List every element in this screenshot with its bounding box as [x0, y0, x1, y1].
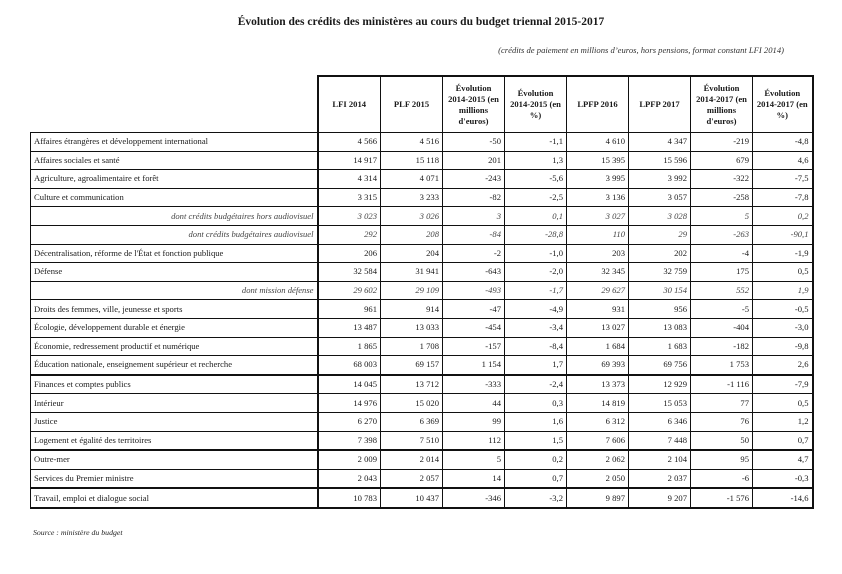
cell-lfi-2014: 14 976: [318, 394, 381, 413]
cell-lpfp-2016: 7 606: [567, 431, 629, 450]
cell-evol-2014-2015-meur: 99: [443, 412, 505, 431]
cell-evol-2014-2017-pct: -3,0: [753, 318, 813, 337]
header-lpfp-2017: LPFP 2017: [629, 76, 691, 133]
cell-evol-2014-2017-pct: -4,8: [753, 133, 813, 152]
cell-evol-2014-2015-meur: 5: [443, 450, 505, 469]
header-blank: [31, 76, 318, 133]
table-row: [31, 318, 813, 337]
table-row: [31, 263, 813, 282]
cell-evol-2014-2017-meur: -4: [691, 244, 753, 263]
cell-lfi-2014: 32 584: [318, 263, 381, 282]
cell-lfi-2014: 3 023: [318, 207, 381, 226]
cell-lfi-2014: 29 602: [318, 281, 381, 300]
cell-plf-2015: 31 941: [381, 263, 443, 282]
row-label: Droits des femmes, ville, jeunesse et sports: [31, 300, 318, 319]
cell-lfi-2014: 6 270: [318, 412, 381, 431]
cell-lpfp-2016: 29 627: [567, 281, 629, 300]
cell-evol-2014-2015-meur: -643: [443, 263, 505, 282]
cell-evol-2014-2017-meur: 5: [691, 207, 753, 226]
cell-evol-2014-2015-meur: -84: [443, 225, 505, 244]
table-body: [31, 133, 813, 508]
cell-evol-2014-2017-pct: 4,6: [753, 151, 813, 170]
cell-evol-2014-2017-meur: -258: [691, 188, 753, 207]
header-lfi-2014: LFI 2014: [318, 76, 381, 133]
row-label: Éducation nationale, enseignement supérieur et recherche: [31, 356, 318, 375]
cell-lfi-2014: 206: [318, 244, 381, 263]
cell-plf-2015: 1 708: [381, 337, 443, 356]
cell-evol-2014-2017-pct: 2,6: [753, 356, 813, 375]
cell-lfi-2014: 4 566: [318, 133, 381, 152]
table-row: [31, 431, 813, 450]
header-row: [31, 76, 813, 133]
units-note: (crédits de paiement en millions d’euros, hors pensions, format constant LFI 2014): [498, 45, 784, 55]
cell-lfi-2014: 7 398: [318, 431, 381, 450]
budget-table: [30, 75, 814, 509]
cell-evol-2014-2015-pct: -2,0: [505, 263, 567, 282]
header-evol-2014-2017-pct: Évolution 2014-2017 (en %): [753, 76, 813, 133]
cell-evol-2014-2017-meur: -404: [691, 318, 753, 337]
cell-evol-2014-2017-meur: 1 753: [691, 356, 753, 375]
cell-evol-2014-2017-pct: 0,2: [753, 207, 813, 226]
cell-lpfp-2017: 202: [629, 244, 691, 263]
cell-lfi-2014: 2 009: [318, 450, 381, 469]
header-lpfp-2016: LPFP 2016: [567, 76, 629, 133]
cell-plf-2015: 6 369: [381, 412, 443, 431]
cell-lpfp-2016: 14 819: [567, 394, 629, 413]
cell-evol-2014-2017-pct: 0,7: [753, 431, 813, 450]
cell-lfi-2014: 4 314: [318, 170, 381, 189]
cell-evol-2014-2017-meur: 679: [691, 151, 753, 170]
cell-lpfp-2016: 931: [567, 300, 629, 319]
cell-lpfp-2016: 13 027: [567, 318, 629, 337]
cell-evol-2014-2017-pct: -1,9: [753, 244, 813, 263]
cell-evol-2014-2015-meur: 1 154: [443, 356, 505, 375]
cell-evol-2014-2015-meur: -82: [443, 188, 505, 207]
cell-evol-2014-2015-pct: -2,5: [505, 188, 567, 207]
cell-lfi-2014: 1 865: [318, 337, 381, 356]
table-row: [31, 281, 813, 300]
cell-evol-2014-2015-meur: -2: [443, 244, 505, 263]
cell-evol-2014-2017-meur: -322: [691, 170, 753, 189]
row-label: Intérieur: [31, 394, 318, 413]
cell-lpfp-2017: 32 759: [629, 263, 691, 282]
table-row: [31, 225, 813, 244]
row-label: Économie, redressement productif et numérique: [31, 337, 318, 356]
table-row: [31, 244, 813, 263]
table-row: [31, 207, 813, 226]
row-label: Défense: [31, 263, 318, 282]
cell-evol-2014-2015-pct: -1,0: [505, 244, 567, 263]
cell-evol-2014-2015-pct: 0,1: [505, 207, 567, 226]
cell-lpfp-2017: 15 596: [629, 151, 691, 170]
cell-plf-2015: 4 516: [381, 133, 443, 152]
cell-plf-2015: 2 057: [381, 469, 443, 488]
cell-evol-2014-2017-pct: -14,6: [753, 488, 813, 508]
cell-plf-2015: 914: [381, 300, 443, 319]
cell-lpfp-2016: 15 395: [567, 151, 629, 170]
cell-lfi-2014: 292: [318, 225, 381, 244]
row-label: Agriculture, agroalimentaire et forêt: [31, 170, 318, 189]
cell-evol-2014-2017-pct: 0,5: [753, 263, 813, 282]
row-label: Services du Premier ministre: [31, 469, 318, 488]
cell-lpfp-2017: 15 053: [629, 394, 691, 413]
cell-evol-2014-2017-meur: -219: [691, 133, 753, 152]
row-label: Justice: [31, 412, 318, 431]
cell-evol-2014-2015-pct: -28,8: [505, 225, 567, 244]
table-row: [31, 188, 813, 207]
cell-lpfp-2017: 3 057: [629, 188, 691, 207]
cell-lpfp-2016: 6 312: [567, 412, 629, 431]
cell-evol-2014-2015-meur: 3: [443, 207, 505, 226]
cell-lpfp-2017: 1 683: [629, 337, 691, 356]
cell-evol-2014-2017-meur: 552: [691, 281, 753, 300]
row-label: Culture et communication: [31, 188, 318, 207]
cell-lpfp-2016: 4 610: [567, 133, 629, 152]
cell-lpfp-2017: 4 347: [629, 133, 691, 152]
cell-plf-2015: 15 020: [381, 394, 443, 413]
cell-evol-2014-2015-meur: 14: [443, 469, 505, 488]
cell-lpfp-2016: 3 136: [567, 188, 629, 207]
row-label: Travail, emploi et dialogue social: [31, 488, 318, 508]
table-row: [31, 133, 813, 152]
cell-evol-2014-2017-meur: -6: [691, 469, 753, 488]
cell-lpfp-2017: 956: [629, 300, 691, 319]
cell-plf-2015: 7 510: [381, 431, 443, 450]
cell-lfi-2014: 961: [318, 300, 381, 319]
cell-plf-2015: 208: [381, 225, 443, 244]
cell-evol-2014-2017-meur: -263: [691, 225, 753, 244]
cell-evol-2014-2017-meur: 175: [691, 263, 753, 282]
table-row: [31, 337, 813, 356]
cell-plf-2015: 15 118: [381, 151, 443, 170]
table-row: [31, 151, 813, 170]
cell-lpfp-2017: 30 154: [629, 281, 691, 300]
cell-evol-2014-2017-meur: -182: [691, 337, 753, 356]
cell-lpfp-2016: 9 897: [567, 488, 629, 508]
cell-evol-2014-2015-pct: -8,4: [505, 337, 567, 356]
cell-lfi-2014: 68 003: [318, 356, 381, 375]
cell-evol-2014-2015-meur: -47: [443, 300, 505, 319]
cell-evol-2014-2017-meur: -5: [691, 300, 753, 319]
document-title: Évolution des crédits des ministères au cours du budget triennal 2015-2017: [237, 16, 605, 28]
cell-evol-2014-2017-pct: -7,8: [753, 188, 813, 207]
cell-evol-2014-2017-pct: -0,3: [753, 469, 813, 488]
table-row: [31, 450, 813, 469]
cell-lpfp-2016: 110: [567, 225, 629, 244]
cell-lpfp-2016: 2 050: [567, 469, 629, 488]
cell-lpfp-2017: 13 083: [629, 318, 691, 337]
cell-evol-2014-2015-pct: -2,4: [505, 375, 567, 394]
cell-plf-2015: 204: [381, 244, 443, 263]
table-row: [31, 412, 813, 431]
cell-evol-2014-2017-meur: 76: [691, 412, 753, 431]
cell-evol-2014-2017-pct: 1,2: [753, 412, 813, 431]
cell-lpfp-2017: 7 448: [629, 431, 691, 450]
cell-lpfp-2016: 32 345: [567, 263, 629, 282]
cell-evol-2014-2015-meur: -243: [443, 170, 505, 189]
table-row: [31, 394, 813, 413]
cell-evol-2014-2015-meur: 201: [443, 151, 505, 170]
cell-evol-2014-2017-meur: 95: [691, 450, 753, 469]
row-label: Logement et égalité des territoires: [31, 431, 318, 450]
cell-plf-2015: 10 437: [381, 488, 443, 508]
cell-evol-2014-2015-meur: 112: [443, 431, 505, 450]
cell-evol-2014-2017-pct: -90,1: [753, 225, 813, 244]
cell-evol-2014-2015-meur: -454: [443, 318, 505, 337]
cell-lpfp-2016: 69 393: [567, 356, 629, 375]
cell-plf-2015: 2 014: [381, 450, 443, 469]
cell-evol-2014-2017-meur: -1 116: [691, 375, 753, 394]
cell-lfi-2014: 10 783: [318, 488, 381, 508]
cell-lfi-2014: 3 315: [318, 188, 381, 207]
cell-lpfp-2016: 13 373: [567, 375, 629, 394]
cell-evol-2014-2017-pct: -0,5: [753, 300, 813, 319]
cell-evol-2014-2015-pct: 0,3: [505, 394, 567, 413]
row-label: Affaires étrangères et développement international: [31, 133, 318, 152]
table-row: [31, 170, 813, 189]
header-evol-2014-2017-meur: Évolution 2014-2017 (en millions d'euros): [691, 76, 753, 133]
cell-evol-2014-2017-pct: -9,8: [753, 337, 813, 356]
cell-lpfp-2017: 2 037: [629, 469, 691, 488]
cell-lpfp-2016: 3 027: [567, 207, 629, 226]
cell-evol-2014-2017-meur: -1 576: [691, 488, 753, 508]
cell-lpfp-2017: 9 207: [629, 488, 691, 508]
row-sublabel: dont crédits budgétaires audiovisuel: [31, 225, 318, 244]
cell-plf-2015: 3 233: [381, 188, 443, 207]
table-row: [31, 488, 813, 508]
cell-evol-2014-2015-pct: 1,7: [505, 356, 567, 375]
cell-plf-2015: 69 157: [381, 356, 443, 375]
row-label: Finances et comptes publics: [31, 375, 318, 394]
cell-evol-2014-2015-pct: -5,6: [505, 170, 567, 189]
table-row: [31, 356, 813, 375]
table-row: [31, 469, 813, 488]
header-evol-2014-2015-pct: Évolution 2014-2015 (en %): [505, 76, 567, 133]
header-plf-2015: PLF 2015: [381, 76, 443, 133]
cell-evol-2014-2015-pct: -1,7: [505, 281, 567, 300]
cell-evol-2014-2015-pct: -4,9: [505, 300, 567, 319]
cell-lpfp-2017: 2 104: [629, 450, 691, 469]
cell-lpfp-2017: 12 929: [629, 375, 691, 394]
row-label: Affaires sociales et santé: [31, 151, 318, 170]
cell-plf-2015: 4 071: [381, 170, 443, 189]
cell-lfi-2014: 14 045: [318, 375, 381, 394]
cell-lpfp-2016: 1 684: [567, 337, 629, 356]
cell-evol-2014-2015-pct: -3,4: [505, 318, 567, 337]
cell-evol-2014-2015-meur: -346: [443, 488, 505, 508]
cell-evol-2014-2017-meur: 50: [691, 431, 753, 450]
cell-evol-2014-2015-pct: 1,6: [505, 412, 567, 431]
cell-evol-2014-2015-meur: -493: [443, 281, 505, 300]
cell-lpfp-2016: 203: [567, 244, 629, 263]
cell-evol-2014-2015-pct: 0,7: [505, 469, 567, 488]
cell-evol-2014-2015-pct: 1,3: [505, 151, 567, 170]
row-sublabel: dont crédits budgétaires hors audiovisuel: [31, 207, 318, 226]
cell-evol-2014-2015-meur: -333: [443, 375, 505, 394]
cell-evol-2014-2017-pct: 1,9: [753, 281, 813, 300]
cell-evol-2014-2015-meur: -157: [443, 337, 505, 356]
cell-lpfp-2017: 6 346: [629, 412, 691, 431]
cell-evol-2014-2015-pct: 0,2: [505, 450, 567, 469]
cell-plf-2015: 3 026: [381, 207, 443, 226]
table-row: [31, 375, 813, 394]
source-note: Source : ministère du budget: [33, 528, 123, 537]
cell-evol-2014-2017-meur: 77: [691, 394, 753, 413]
cell-lpfp-2017: 69 756: [629, 356, 691, 375]
cell-evol-2014-2015-meur: -50: [443, 133, 505, 152]
row-label: Écologie, développement durable et énergie: [31, 318, 318, 337]
table-row: [31, 300, 813, 319]
cell-lfi-2014: 13 487: [318, 318, 381, 337]
cell-evol-2014-2015-pct: 1,5: [505, 431, 567, 450]
cell-plf-2015: 29 109: [381, 281, 443, 300]
cell-evol-2014-2017-pct: -7,5: [753, 170, 813, 189]
cell-lpfp-2017: 29: [629, 225, 691, 244]
cell-evol-2014-2017-pct: 4,7: [753, 450, 813, 469]
cell-plf-2015: 13 033: [381, 318, 443, 337]
cell-lpfp-2016: 3 995: [567, 170, 629, 189]
cell-evol-2014-2017-pct: 0,5: [753, 394, 813, 413]
row-label: Outre-mer: [31, 450, 318, 469]
cell-evol-2014-2015-meur: 44: [443, 394, 505, 413]
row-label: Décentralisation, réforme de l'État et fonction publique: [31, 244, 318, 263]
cell-plf-2015: 13 712: [381, 375, 443, 394]
cell-lfi-2014: 2 043: [318, 469, 381, 488]
header-evol-2014-2015-meur: Évolution 2014-2015 (en millions d'euros): [443, 76, 505, 133]
cell-evol-2014-2017-pct: -7,9: [753, 375, 813, 394]
cell-lpfp-2017: 3 028: [629, 207, 691, 226]
cell-lpfp-2016: 2 062: [567, 450, 629, 469]
cell-lfi-2014: 14 917: [318, 151, 381, 170]
cell-evol-2014-2015-pct: -1,1: [505, 133, 567, 152]
cell-lpfp-2017: 3 992: [629, 170, 691, 189]
cell-evol-2014-2015-pct: -3,2: [505, 488, 567, 508]
row-sublabel: dont mission défense: [31, 281, 318, 300]
